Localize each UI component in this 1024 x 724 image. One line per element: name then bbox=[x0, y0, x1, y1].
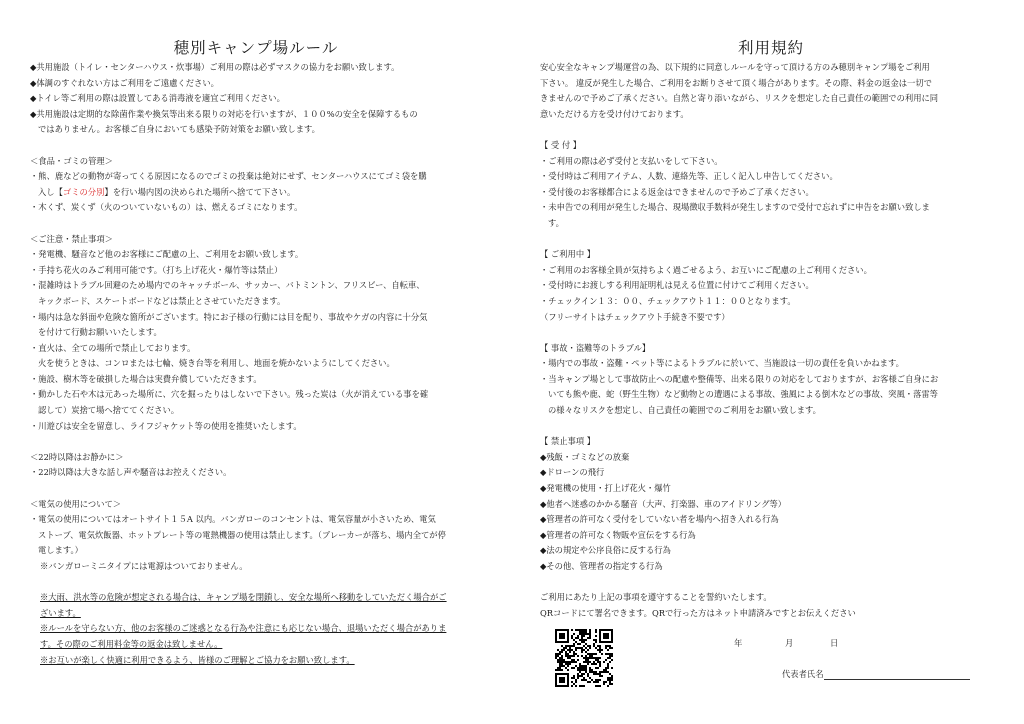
inuse-line: ・受付時にお渡しする利用証明札は見える位置に付けてご利用ください。 bbox=[540, 280, 814, 291]
terms-intro-line: 意いただける方を受け付けております。 bbox=[540, 108, 689, 119]
terms-intro-line: 安心安全なキャンプ場運営の為、以下規約に同意しルールを守って頂ける方のみ穂別キャンプ場をご利用 bbox=[540, 62, 930, 72]
prohibited-heading: 【 禁止事項 】 bbox=[540, 436, 596, 447]
food-line: 入し【ゴミの分別】を行い場内図の決められた場所へ捨てて下さい。 bbox=[38, 186, 296, 197]
terms-body bbox=[540, 60, 1002, 621]
caution-line: ・手持ち花火のみご利用可能です。（打ち上げ花火・爆竹等は禁止） bbox=[30, 264, 283, 275]
electric-line: 電します。） bbox=[38, 545, 83, 556]
caution-line: 火を使うときは、コンロまたは七輪、焼き台等を利用し、地面を焼かないようにしてください。 bbox=[38, 358, 395, 369]
qr-instruction: QRコードにて署名できます。QRで行った方はネット申請済みですとお伝えください bbox=[540, 607, 856, 618]
caution-line: ・混雑時はトラブル回避のため場内でのキャッチボール、サッカー、バトミントン、フリスビー、自転車、 bbox=[30, 280, 425, 291]
prohibited-item: ◆発電機の使用・打上げ花火・爆竹 bbox=[540, 483, 671, 494]
date-year-label: 年 bbox=[734, 638, 743, 648]
reception-line: ・受付後のお客様都合による返金はできませんので予めご了承ください。 bbox=[540, 186, 814, 197]
quiet-heading: ＜22時以降はお静かに＞ bbox=[30, 451, 124, 462]
signature-line bbox=[824, 670, 970, 680]
trouble-line: ・場内での事故・盗難・ペット等によるトラブルに於いて、当施設は一切の責任を負いかねます。 bbox=[540, 358, 904, 369]
caution-line: ・発電機、騒音など他のお客様にご配慮の上、ご利用をお願い致します。 bbox=[30, 249, 304, 260]
notice-line: ※大雨、洪水等の危険が想定される場合は、キャンプ場を閉鎖し、安全な場所へ移動をしていただく場合がご bbox=[40, 592, 447, 603]
caution-heading: ＜ご注意・禁止事項＞ bbox=[30, 233, 113, 244]
prohibited-item: ◆その他、管理者の指定する行為 bbox=[540, 561, 663, 571]
prohibited-item: ◆ドローンの飛行 bbox=[540, 467, 605, 478]
caution-line: 認して）炭捨て場へ捨ててください。 bbox=[38, 405, 180, 416]
inuse-line: ・チェックイン１３：００、チェックアウト１１：００となります。 bbox=[540, 295, 796, 306]
caution-line: ・施設、樹木等を破損した場合は実費弁償していただきます。 bbox=[30, 373, 262, 384]
electric-line: ストーブ、電気炊飯器、ホットプレート等の電熱機器の使用は禁止します。（ブレーカーが落ち、場内全てが停 bbox=[38, 529, 446, 540]
food-line: ・木くず、炭くず（火のついていないもの）は、燃えるゴミになります。 bbox=[30, 202, 303, 213]
electric-heading: ＜電気の使用について＞ bbox=[30, 498, 122, 509]
intro-line: ◆体調のすぐれない方はご利用をご遠慮ください。 bbox=[30, 77, 219, 88]
trouble-line: ・当キャンプ場として事故防止への配慮や整備等、出来る限りの対応をしておりますが、お客様ご自身にお bbox=[540, 373, 939, 384]
inuse-line: （フリーサイトはチェックアウト手続き不要です） bbox=[540, 311, 730, 322]
reception-line: ・未申告での利用が発生した場合、現場徴収手数料が発生しますので受付で忘れずに申告をお願い致しま bbox=[540, 202, 930, 213]
quiet-line: ・22時以降は大きな話し声や騒音はお控えください。 bbox=[30, 467, 232, 478]
electric-line: ・電気の使用についてはオートサイト１５A 以内。バンガローのコンセントは、電気容量が小さいため、電気 bbox=[30, 514, 436, 525]
signature-label: 代表者氏名 bbox=[782, 669, 824, 679]
date-day-label: 日 bbox=[830, 638, 839, 648]
caution-line: ・直火は、全ての場所で禁止しております。 bbox=[30, 342, 196, 353]
caution-line: ・場内は急な斜面や危険な箇所がございます。特にお子様の行動には目を配り、事故やケガの内容に十分気 bbox=[30, 311, 428, 322]
intro-line: ◆共用施設は定期的な除菌作業や換気等出来る限りの対応を行いますが、１００%の安全を保障するもの bbox=[30, 108, 418, 119]
terms-title: 利用規約 bbox=[737, 39, 804, 57]
reception-line: ・ご利用の際は必ず受付と支払いをして下さい。 bbox=[540, 155, 723, 166]
terms-intro-line: きませんので予めご了承ください。自然と寄り添いながら、リスクを想定した自己責任の範囲での利用に同 bbox=[540, 93, 939, 104]
date-month-label: 月 bbox=[785, 638, 794, 648]
reception-line: す。 bbox=[548, 217, 564, 228]
inuse-line: ・ご利用のお客様全員が気持ちよく過ごせるよう、お互いにご配慮の上ご利用ください。 bbox=[540, 264, 872, 275]
caution-line: ・川遊びは安全を留意し、ライフジャケット等の使用を推奨いたします。 bbox=[30, 420, 302, 431]
prohibited-item: ◆管理者の許可なく物販や宣伝をする行為 bbox=[540, 529, 696, 540]
garbage-sorting-highlight: ゴミの分別 bbox=[62, 186, 105, 197]
electric-line: ※バンガローミニタイプには電源はついておりません。 bbox=[40, 561, 248, 571]
caution-line: を付けて行動お願いいたします。 bbox=[38, 327, 162, 338]
food-line: ・熊、鹿などの動物が寄ってくる原因になるのでゴミの投棄は絶対にせず、センターハウスにてゴミ袋を購 bbox=[30, 171, 427, 182]
rules-body bbox=[30, 60, 482, 668]
trouble-line: の様々なリスクを想定し、自己責任の範囲でのご利用をお願い致します。 bbox=[548, 405, 821, 416]
signature-field[interactable] bbox=[782, 668, 970, 680]
intro-line: ではありません。お客様ご自身においても感染予防対策をお願い致します。 bbox=[38, 124, 320, 135]
reception-line: ・受付時はご利用アイテム、人数、連絡先等、正しく記入し申告してください。 bbox=[540, 171, 838, 182]
prohibited-item: ◆残飯・ゴミなどの放棄 bbox=[540, 451, 630, 462]
rules-title: 穂別キャンプ場ルール bbox=[173, 39, 339, 57]
intro-line: ◆トイレ等ご利用の際は設置してある消毒液を適宜ご利用ください。 bbox=[30, 93, 285, 104]
prohibited-item: ◆他者へ迷惑のかかる騒音（大声、打楽器、車のアイドリング等） bbox=[540, 498, 787, 509]
caution-line: キックボード、スケートボードなどは禁止とさせていただきます。 bbox=[38, 295, 286, 306]
food-heading: ＜食品・ゴミの管理＞ bbox=[30, 155, 113, 166]
qr-code-icon[interactable] bbox=[555, 629, 613, 687]
terms-intro-line: 下さい。 違反が発生した場合、ご利用をお断りさせて頂く場合があります。その際、料金の返金は一切で bbox=[540, 77, 932, 88]
notice-line: ※お互いが楽しく快適に利用できるよう、皆様のご理解とご協力をお願い致します。 bbox=[40, 654, 355, 665]
inuse-heading: 【 ご利用中 】 bbox=[540, 249, 596, 260]
intro-line: ◆共用施設（トイレ・センターハウス・炊事場）ご利用の際は必ずマスクの協力をお願い致します。 bbox=[30, 62, 400, 72]
notice-line: ※ルールを守らない方、他のお客様のご迷惑となる行為や注意にも応じない場合、退場いただく場合がありま bbox=[40, 623, 447, 634]
caution-line: ・動かした石や木は元あった場所に、穴を掘ったりはしないで下さい。残った炭は（火が消えている事を確 bbox=[30, 389, 429, 400]
prohibited-item: ◆管理者の許可なく受付をしていない者を場内へ招き入れる行為 bbox=[540, 514, 779, 525]
prohibited-item: ◆法の規定や公序良俗に反する行為 bbox=[540, 545, 671, 556]
reception-heading: 【 受 付 】 bbox=[540, 139, 582, 150]
trouble-heading: 【 事故・盗難等のトラブル】 bbox=[540, 342, 651, 353]
agreement-line: ご利用にあたり上記の事項を遵守することを誓約いたします。 bbox=[540, 592, 772, 603]
notice-line: ざいます。 bbox=[40, 607, 81, 618]
notice-line: す。その際のご利用料金等の返金は致しません。 bbox=[40, 638, 223, 649]
trouble-line: いても熊や鹿、蛇（野生生物）など動物との遭遇による事故、強風による倒木などの事故、突風・落雷等 bbox=[548, 389, 938, 400]
